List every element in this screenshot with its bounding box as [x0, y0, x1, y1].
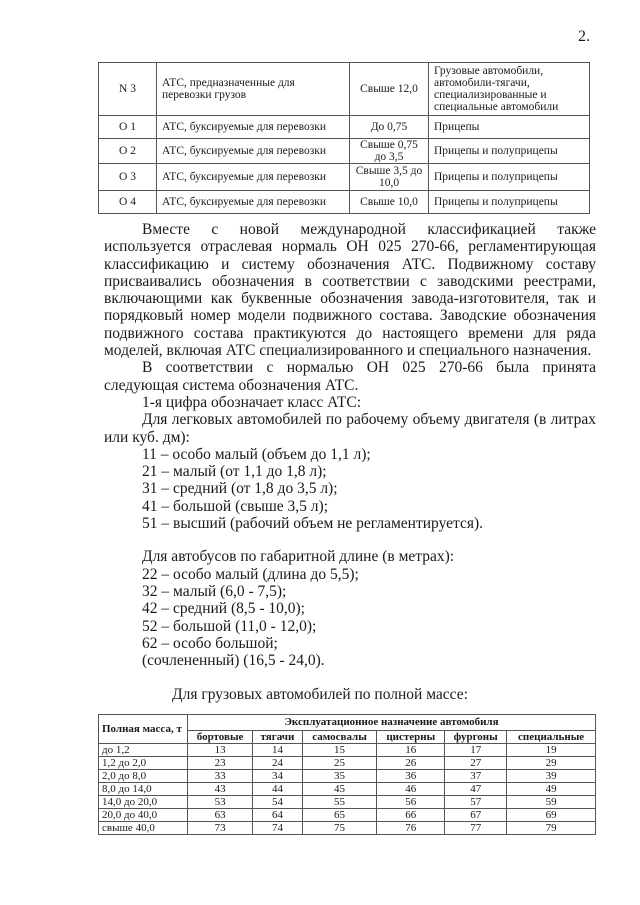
value-cell: 75 — [302, 822, 377, 835]
paragraph-first-digit: 1-я цифра обозначает класс АТС: — [142, 393, 362, 411]
mass-cell: 1,2 до 2,0 — [99, 757, 188, 770]
value-cell: 16 — [377, 744, 445, 757]
class-code: O 3 — [99, 164, 157, 191]
class-mass: Свыше 0,75 до 3,5 — [350, 139, 429, 164]
value-cell: 29 — [507, 757, 596, 770]
class-code: O 1 — [99, 116, 157, 139]
value-cell: 79 — [507, 822, 596, 835]
class-types: Прицепы и полуприцепы — [429, 139, 590, 164]
mass-header: Полная масса, т — [99, 715, 188, 744]
buses-intro: Для автобусов по габаритной длине (в метрах): — [142, 548, 455, 566]
value-cell: 63 — [188, 809, 253, 822]
mass-cell: 8,0 до 14,0 — [99, 783, 188, 796]
column-header: цистерны — [377, 731, 445, 744]
list-item: 11 – особо малый (объем до 1,1 л); — [142, 445, 371, 463]
value-cell: 47 — [445, 783, 507, 796]
value-cell: 77 — [445, 822, 507, 835]
value-cell: 66 — [377, 809, 445, 822]
value-cell: 67 — [445, 809, 507, 822]
list-item: 22 – особо малый (длина до 5,5); — [142, 565, 359, 583]
trucks-table-caption: Для грузовых автомобилей по полной массе: — [172, 686, 468, 703]
value-cell: 44 — [253, 783, 303, 796]
value-cell: 26 — [377, 757, 445, 770]
table-row — [99, 63, 590, 116]
value-cell: 19 — [507, 744, 596, 757]
table-row — [99, 796, 596, 809]
list-item: (сочлененный) (16,5 - 24,0). — [142, 652, 325, 670]
value-cell: 35 — [302, 770, 377, 783]
value-cell: 39 — [507, 770, 596, 783]
class-code: O 4 — [99, 191, 157, 214]
value-cell: 14 — [253, 744, 303, 757]
value-cell: 17 — [445, 744, 507, 757]
paragraph-classification: Вместе с новой международной классификацией также используется отраслевая нормаль ОН 025 270-66, регламентирующая классификацию и систему обозначения АТС. Подвижному составу присваивались обозначения в соответствии с заводскими реестрами, включающими как буквенные обозначения завода-изготовителя, так и порядковый номер модели подвижного состава. Заводские обозначения подвижного состава практикуются до настоящего времени для ряда моделей, включая АТС специализированного и специального назначения. — [104, 221, 596, 360]
mass-cell: 14,0 до 20,0 — [99, 796, 188, 809]
value-cell: 59 — [507, 796, 596, 809]
buses-list — [104, 548, 596, 669]
list-item: 41 – большой (свыше 3,5 л); — [142, 497, 329, 515]
body-text — [104, 221, 596, 669]
table-row — [99, 770, 596, 783]
column-header: тягачи — [253, 731, 303, 744]
value-cell: 57 — [445, 796, 507, 809]
value-cell: 36 — [377, 770, 445, 783]
class-description: АТС, предназначенные для перевозки грузов — [157, 63, 350, 116]
class-description: АТС, буксируемые для перевозки — [157, 164, 350, 191]
list-item: 31 – средний (от 1,8 до 3,5 л); — [142, 480, 338, 498]
list-item: 62 – особо большой; — [142, 634, 278, 652]
column-header: самосвалы — [302, 731, 377, 744]
table-row — [99, 164, 590, 191]
list-item: 21 – малый (от 1,1 до 1,8 л); — [142, 463, 327, 481]
list-item: 42 – средний (8,5 - 10,0); — [142, 600, 305, 618]
column-header: бортовые — [188, 731, 253, 744]
class-mass: Свыше 10,0 — [350, 191, 429, 214]
class-mass: Свыше 12,0 — [350, 63, 429, 116]
class-types: Грузовые автомобили, автомобили-тягачи, специализированные и специальные автомобили — [429, 63, 590, 116]
value-cell: 34 — [253, 770, 303, 783]
value-cell: 37 — [445, 770, 507, 783]
group-header: Эксплуатационное назначение автомобиля — [188, 715, 596, 731]
vehicle-class-table — [98, 62, 590, 214]
value-cell: 27 — [445, 757, 507, 770]
value-cell: 33 — [188, 770, 253, 783]
cars-list — [104, 446, 596, 532]
list-item: 32 – малый (6,0 - 7,5); — [142, 582, 287, 600]
value-cell: 25 — [302, 757, 377, 770]
table-row — [99, 822, 596, 835]
class-description: АТС, буксируемые для перевозки — [157, 139, 350, 164]
truck-class-table — [98, 714, 596, 835]
value-cell: 43 — [188, 783, 253, 796]
paragraph-norm: В соответствии с нормалью ОН 025 270-66 была принята следующая система обозначения АТС. — [104, 359, 596, 394]
value-cell: 55 — [302, 796, 377, 809]
class-mass: До 0,75 — [350, 116, 429, 139]
class-types: Прицепы и полуприцепы — [429, 164, 590, 191]
value-cell: 49 — [507, 783, 596, 796]
value-cell: 54 — [253, 796, 303, 809]
value-cell: 69 — [507, 809, 596, 822]
list-item: 51 – высший (рабочий объем не регламентируется). — [142, 515, 484, 533]
class-mass: Свыше 3,5 до 10,0 — [350, 164, 429, 191]
list-item: 52 – большой (11,0 - 12,0); — [142, 617, 317, 635]
table-row — [99, 783, 596, 796]
value-cell: 46 — [377, 783, 445, 796]
table-row — [99, 116, 590, 139]
class-types: Прицепы и полуприцепы — [429, 191, 590, 214]
table-row — [99, 757, 596, 770]
table-row — [99, 139, 590, 164]
class-description: АТС, буксируемые для перевозки — [157, 191, 350, 214]
value-cell: 74 — [253, 822, 303, 835]
value-cell: 76 — [377, 822, 445, 835]
column-header: специальные — [507, 731, 596, 744]
class-description: АТС, буксируемые для перевозки — [157, 116, 350, 139]
class-code: O 2 — [99, 139, 157, 164]
value-cell: 73 — [188, 822, 253, 835]
mass-cell: 2,0 до 8,0 — [99, 770, 188, 783]
value-cell: 65 — [302, 809, 377, 822]
value-cell: 15 — [302, 744, 377, 757]
table-row — [99, 809, 596, 822]
column-header: фургоны — [445, 731, 507, 744]
mass-cell: 20,0 до 40,0 — [99, 809, 188, 822]
value-cell: 23 — [188, 757, 253, 770]
value-cell: 45 — [302, 783, 377, 796]
class-types: Прицепы — [429, 116, 590, 139]
mass-cell: свыше 40,0 — [99, 822, 188, 835]
class-code: N 3 — [99, 63, 157, 116]
value-cell: 56 — [377, 796, 445, 809]
value-cell: 64 — [253, 809, 303, 822]
table-row — [99, 191, 590, 214]
value-cell: 13 — [188, 744, 253, 757]
table-row — [99, 744, 596, 757]
value-cell: 24 — [253, 757, 303, 770]
paragraph-cars-intro: Для легковых автомобилей по рабочему объему двигателя (в литрах или куб. дм): — [104, 411, 596, 446]
mass-cell: до 1,2 — [99, 744, 188, 757]
value-cell: 53 — [188, 796, 253, 809]
page-number: 2. — [578, 28, 590, 45]
